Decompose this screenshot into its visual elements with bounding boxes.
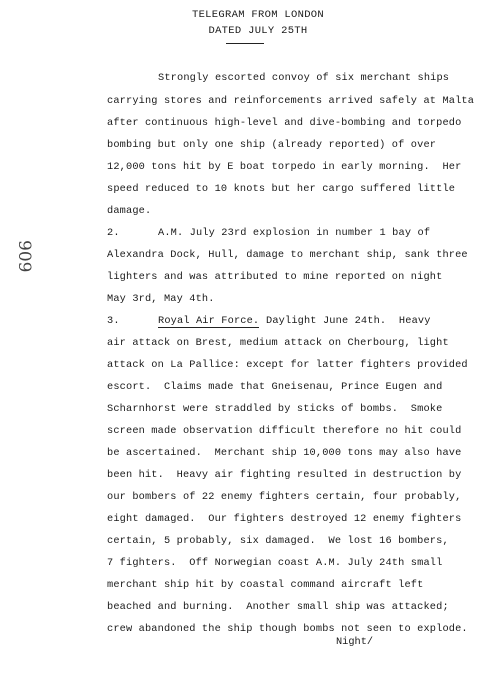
telegram-date: DATED JULY 25TH bbox=[208, 25, 308, 37]
paragraph-3-line: certain, 5 probably, six damaged. We lost 16 bombers, bbox=[107, 535, 449, 547]
header-rule bbox=[226, 43, 264, 44]
paragraph-1-line: bombing but only one ship (already reported) of over bbox=[107, 139, 437, 151]
paragraph-3-line: escort. Claims made that Gneisenau, Prince Eugen and bbox=[107, 381, 443, 393]
paragraph-3-line: screen made observation difficult therefore no hit could bbox=[107, 425, 462, 437]
continuation-marker: Night/ bbox=[336, 636, 374, 648]
paragraph-3-line: be ascertained. Merchant ship 10,000 tons may also have bbox=[107, 447, 462, 459]
paragraph-3-line: air attack on Brest, medium attack on Cherbourg, light bbox=[107, 337, 449, 349]
paragraph-3-heading: Royal Air Force. bbox=[158, 315, 260, 327]
paragraph-1-line: damage. bbox=[107, 205, 152, 217]
paragraph-2-number: 2. bbox=[107, 227, 120, 239]
paragraph-3-line: our bombers of 22 enemy fighters certain, four probably, bbox=[107, 491, 462, 503]
paragraph-2-line: A.M. July 23rd explosion in number 1 bay of bbox=[158, 227, 431, 239]
paragraph-3-line: beached and burning. Another small ship was attacked; bbox=[107, 601, 449, 613]
paragraph-3-line: attack on La Pallice: except for latter fighters provided bbox=[107, 359, 468, 371]
paragraph-1-line: carrying stores and reinforcements arrived safely at Malta bbox=[107, 95, 475, 107]
paragraph-3-line: merchant ship hit by coastal command aircraft left bbox=[107, 579, 424, 591]
paragraph-3-line: eight damaged. Our fighters destroyed 12 enemy fighters bbox=[107, 513, 462, 525]
paragraph-1-line: speed reduced to 10 knots but her cargo suffered little bbox=[107, 183, 456, 195]
telegram-title: TELEGRAM FROM LONDON bbox=[191, 9, 325, 21]
paragraph-3-line: Scharnhorst were straddled by sticks of bombs. Smoke bbox=[107, 403, 443, 415]
paragraph-1-line: after continuous high-level and dive-bombing and torpedo bbox=[107, 117, 462, 129]
paragraph-1-line: Strongly escorted convoy of six merchant ships bbox=[158, 72, 450, 84]
paragraph-2-line: Alexandra Dock, Hull, damage to merchant ship, sank three bbox=[107, 249, 468, 261]
paragraph-3-number: 3. bbox=[107, 315, 120, 327]
handwritten-margin-number: 909 bbox=[14, 240, 34, 273]
paragraph-3-line: crew abandoned the ship though bombs not seen to explode. bbox=[107, 623, 468, 635]
paragraph-2-line: May 3rd, May 4th. bbox=[107, 293, 215, 305]
paragraph-2-line: lighters and was attributed to mine reported on night bbox=[107, 271, 443, 283]
paragraph-3-line: been hit. Heavy air fighting resulted in destruction by bbox=[107, 469, 462, 481]
paragraph-1-line: 12,000 tons hit by E boat torpedo in early morning. Her bbox=[107, 161, 462, 173]
paragraph-3-line: Daylight June 24th. Heavy bbox=[266, 315, 431, 327]
paragraph-3-line: 7 fighters. Off Norwegian coast A.M. July 24th small bbox=[107, 557, 443, 569]
